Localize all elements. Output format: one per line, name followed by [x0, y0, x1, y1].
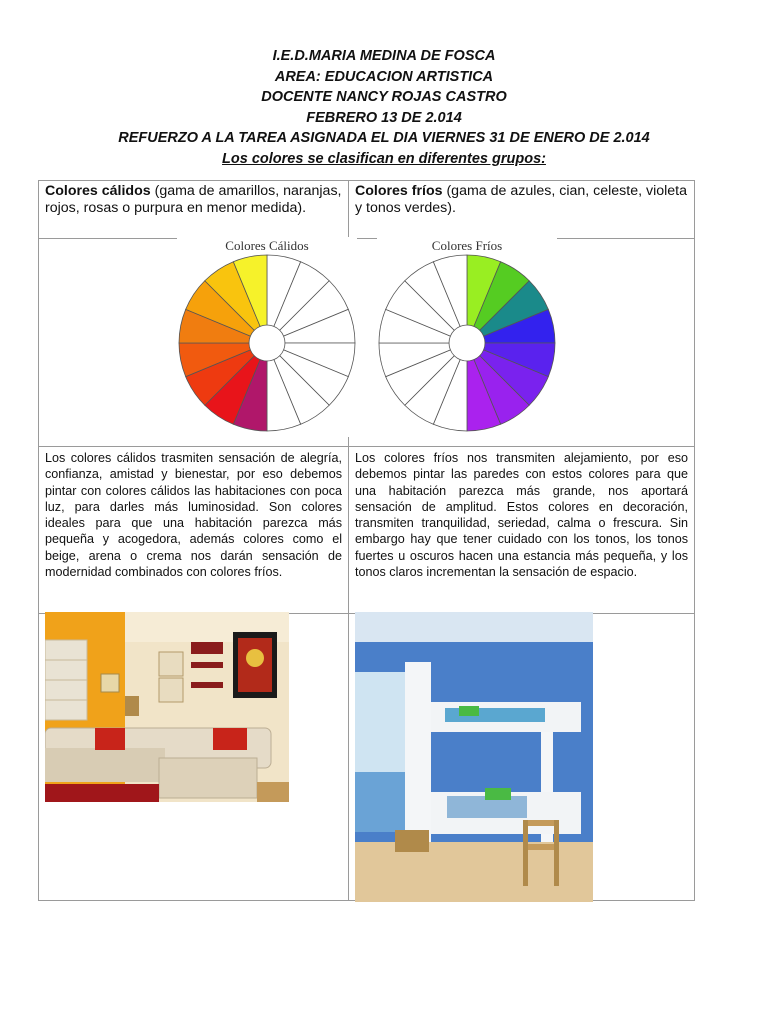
subject-area: AREA: EDUCACION ARTISTICA — [274, 68, 494, 85]
cool-wheel-title: Colores Fríos — [431, 238, 503, 253]
warm-room-cell — [39, 614, 349, 901]
assignment-title: REFUERZO A LA TAREA ASIGNADA EL DIA VIERNES 31 DE ENERO DE 2.014 — [118, 130, 650, 147]
warm-wheel-cell — [39, 239, 349, 447]
warm-heading-desc: (gama de amarillos, naranjas, rojos, rosas o purpura en menor medida). — [45, 183, 342, 216]
section-subtitle: Los colores se clasifican en diferentes grupos: — [222, 150, 546, 167]
cool-heading-cell — [349, 181, 695, 239]
warm-description: Los colores cálidos trasmiten sensación de alegría, confianza, amistad y bienestar, por eso debemos pintar con colores cálidos las habitaciones con poca luz, para darles más luminosidad. Son colores ideales para que una habitación parezca más pequeña y acogedora, además colores como el beige, arena o crema nos darán sensación de modernidad combinados con colores fríos. — [39, 447, 349, 614]
warm-color-wheel — [177, 237, 357, 437]
warm-living-room-photo — [45, 612, 289, 802]
document-header — [0, 46, 768, 170]
warm-heading: Colores cálidos — [45, 183, 151, 199]
warm-wheel-title: Colores Cálidos — [225, 238, 309, 253]
document-date: FEBRERO 13 DE 2.014 — [306, 109, 462, 126]
cool-description: Los colores fríos nos transmiten alejamiento, por eso debemos pintar las paredes con estos colores para que una habitación parezca más grande, nos aportará sensación de amplitud. Estos colores en decoración, transmiten tranquilidad, seriedad, calma o frescura. Sin embargo hay que tener cuidado con los tonos, los tonos fuertes u oscuros hacen una estancia más pequeña, y los tonos claros incrementan la sensación de espacio. — [349, 447, 695, 614]
cool-heading-desc: (gama de azules, cian, celeste, violeta y tonos verdes). — [355, 183, 687, 216]
color-groups-table — [38, 180, 695, 901]
cool-room-cell — [349, 614, 695, 901]
cool-heading: Colores fríos — [355, 183, 443, 199]
school-name: I.E.D.MARIA MEDINA DE FOSCA — [272, 48, 496, 64]
cool-bedroom-photo — [355, 612, 593, 902]
warm-heading-cell — [39, 181, 349, 239]
teacher-name: DOCENTE NANCY ROJAS CASTRO — [261, 89, 507, 106]
cool-color-wheel — [377, 237, 557, 437]
cool-wheel-cell — [349, 239, 695, 447]
